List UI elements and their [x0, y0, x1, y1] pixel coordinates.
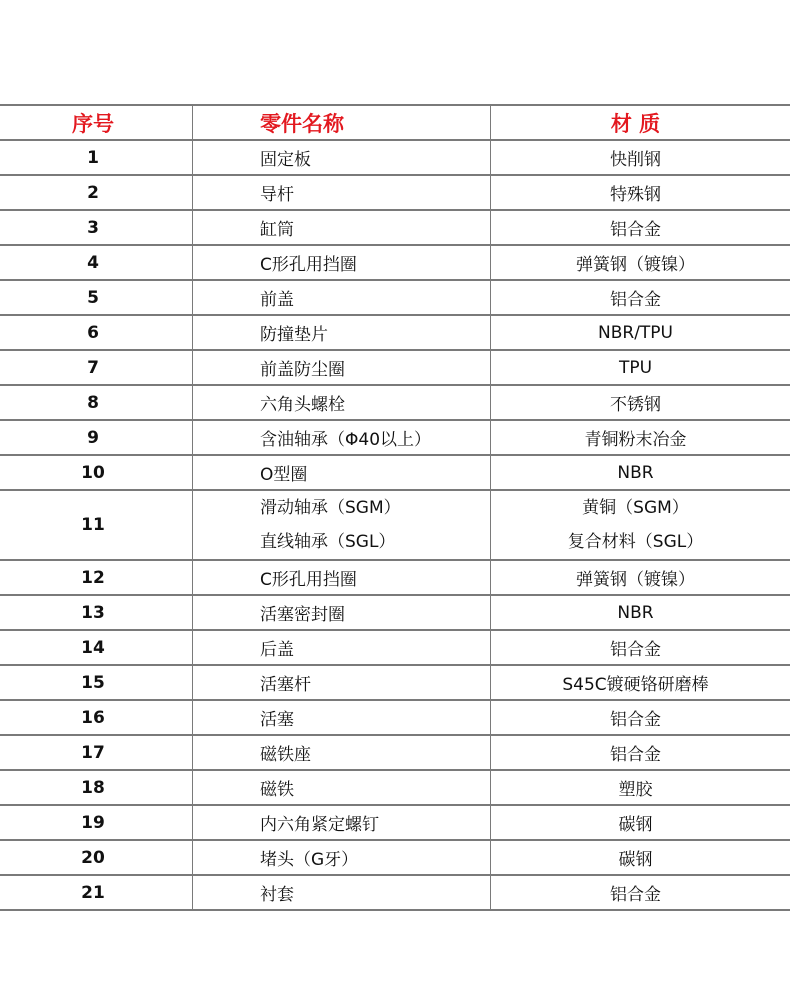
part-name-cell: 防撞垫片 — [193, 316, 491, 349]
material-cell: 弹簧钢（镀镍） — [576, 255, 695, 275]
table-row — [0, 561, 790, 596]
header-serial-number: 序号 — [0, 106, 193, 139]
header-material: 材 质 — [610, 111, 661, 136]
serial-number-cell: 10 — [0, 456, 193, 489]
material-line: 复合材料（SGL） — [567, 532, 704, 552]
table-row — [0, 211, 790, 246]
part-name-cell: 内六角紧定螺钉 — [193, 806, 491, 839]
material-cell: 铝合金 — [610, 745, 661, 765]
material-cell: 青铜粉末冶金 — [584, 430, 687, 450]
table-row — [0, 771, 790, 806]
part-name-cell: 活塞 — [193, 701, 491, 734]
part-name-cell: 固定板 — [193, 141, 491, 174]
parts-material-table — [0, 104, 790, 911]
part-name-cell: 堵头（G牙） — [193, 841, 491, 874]
serial-number-cell: 7 — [0, 351, 193, 384]
serial-number-cell: 20 — [0, 841, 193, 874]
part-name-cell: 后盖 — [193, 631, 491, 664]
serial-number-cell: 19 — [0, 806, 193, 839]
table-row — [0, 596, 790, 631]
table-row — [0, 631, 790, 666]
serial-number-cell: 15 — [0, 666, 193, 699]
serial-number-cell: 3 — [0, 211, 193, 244]
serial-number-cell: 11 — [0, 491, 193, 559]
material-cell — [491, 491, 790, 559]
serial-number-cell: 14 — [0, 631, 193, 664]
part-name-line: 滑动轴承（SGM） — [260, 498, 401, 518]
part-name-line: 直线轴承（SGL） — [260, 532, 396, 552]
material-cell: 不锈钢 — [610, 395, 661, 415]
part-name-cell — [193, 491, 491, 559]
table-row — [0, 666, 790, 701]
table-row — [0, 351, 790, 386]
part-name-cell: 活塞密封圈 — [193, 596, 491, 629]
material-cell: 铝合金 — [610, 640, 661, 660]
table-row — [0, 701, 790, 736]
part-name-cell: 活塞杆 — [193, 666, 491, 699]
material-cell: 特殊钢 — [610, 185, 661, 205]
part-name-cell: C形孔用挡圈 — [193, 561, 491, 594]
serial-number-cell: 16 — [0, 701, 193, 734]
serial-number-cell: 4 — [0, 246, 193, 279]
part-name-cell: 导杆 — [193, 176, 491, 209]
table-row — [0, 281, 790, 316]
material-cell: NBR — [617, 462, 654, 483]
serial-number-cell: 13 — [0, 596, 193, 629]
table-row — [0, 421, 790, 456]
material-cell: 铝合金 — [610, 885, 661, 905]
table-row — [0, 806, 790, 841]
part-name-cell: 含油轴承（Φ40以上） — [193, 421, 491, 454]
table-row — [0, 176, 790, 211]
part-name-cell: C形孔用挡圈 — [193, 246, 491, 279]
part-name-cell: 缸筒 — [193, 211, 491, 244]
table-row — [0, 876, 790, 911]
serial-number-cell: 5 — [0, 281, 193, 314]
material-cell: 铝合金 — [610, 710, 661, 730]
material-cell: 铝合金 — [610, 220, 661, 240]
material-cell: NBR — [617, 602, 654, 623]
table-header-row — [0, 104, 790, 141]
part-name-cell: 磁铁 — [193, 771, 491, 804]
material-cell: 快削钢 — [610, 150, 661, 170]
table-row — [0, 386, 790, 421]
part-name-cell: O型圈 — [193, 456, 491, 489]
table-row — [0, 246, 790, 281]
serial-number-cell: 21 — [0, 876, 193, 909]
part-name-cell: 衬套 — [193, 876, 491, 909]
serial-number-cell: 6 — [0, 316, 193, 349]
part-name-cell: 六角头螺栓 — [193, 386, 491, 419]
material-line: 黄铜（SGM） — [582, 498, 689, 518]
header-part-name: 零件名称 — [193, 106, 491, 139]
part-name-cell: 前盖防尘圈 — [193, 351, 491, 384]
table-row — [0, 141, 790, 176]
table-row — [0, 491, 790, 561]
material-cell: 塑胶 — [618, 780, 653, 800]
part-name-cell: 前盖 — [193, 281, 491, 314]
table-row — [0, 736, 790, 771]
serial-number-cell: 17 — [0, 736, 193, 769]
material-cell: TPU — [618, 357, 653, 378]
serial-number-cell: 2 — [0, 176, 193, 209]
table-row — [0, 841, 790, 876]
material-cell: S45C镀硬铬研磨棒 — [562, 675, 709, 695]
serial-number-cell: 12 — [0, 561, 193, 594]
material-cell: 弹簧钢（镀镍） — [576, 570, 695, 590]
material-cell: 碳钢 — [618, 815, 653, 835]
table-row — [0, 456, 790, 491]
serial-number-cell: 9 — [0, 421, 193, 454]
serial-number-cell: 1 — [0, 141, 193, 174]
part-name-cell: 磁铁座 — [193, 736, 491, 769]
material-cell: 碳钢 — [618, 850, 653, 870]
serial-number-cell: 8 — [0, 386, 193, 419]
material-cell: NBR/TPU — [598, 322, 673, 343]
table-row — [0, 316, 790, 351]
material-cell: 铝合金 — [610, 290, 661, 310]
serial-number-cell: 18 — [0, 771, 193, 804]
